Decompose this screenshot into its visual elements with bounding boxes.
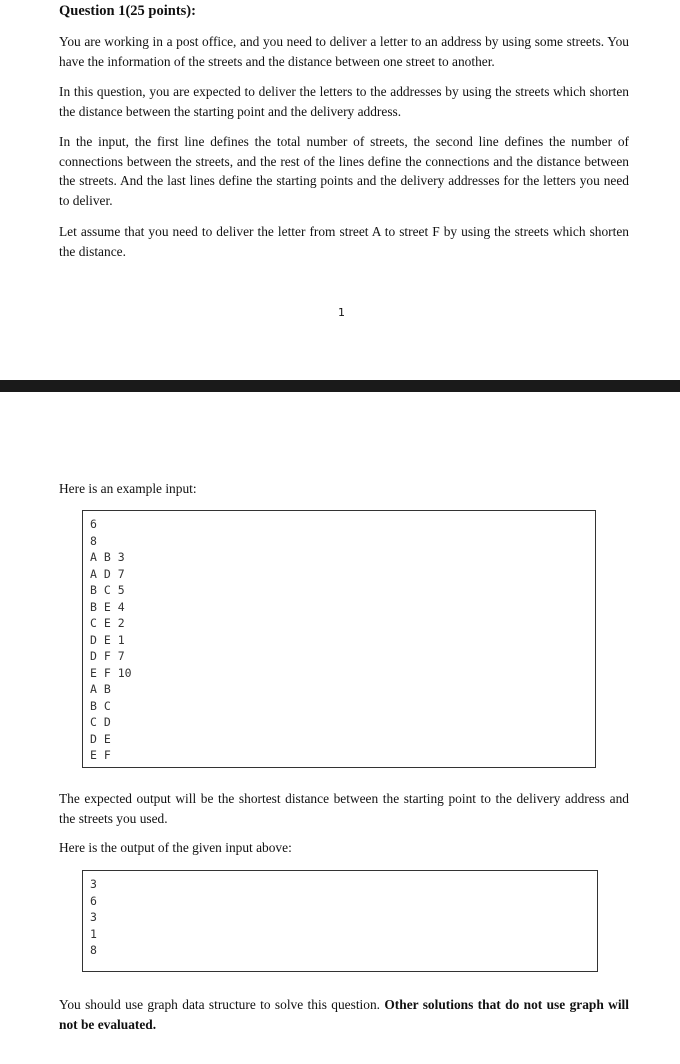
final-note	[59, 995, 629, 1034]
page-number: 1	[338, 306, 345, 319]
code-line: C E 2	[90, 616, 125, 630]
code-line: E F 10	[90, 665, 132, 680]
code-line: B C	[90, 698, 111, 713]
code-line: A D 7	[90, 566, 125, 581]
output-intro: Here is the output of the given input above:	[59, 840, 292, 855]
code-line: 6	[90, 893, 97, 908]
code-line: C D	[90, 715, 111, 729]
example-input-box	[82, 510, 596, 768]
code-line: 8	[90, 533, 97, 548]
final-note-warning: Other solutions that do not use graph will not be evaluated.	[59, 997, 629, 1032]
example-output-box	[82, 870, 598, 972]
task-paragraph: In this question, you are expected to deliver the letters to the addresses by using the streets which shorten the distance between the starting point and the delivery address.	[59, 84, 629, 119]
code-line: 6	[90, 517, 97, 531]
code-line: D E 1	[90, 632, 125, 647]
code-line: 3	[90, 910, 97, 924]
question-title: Question 1(25 points):	[59, 3, 196, 19]
code-line: 8	[90, 943, 97, 957]
code-line: 1	[90, 926, 97, 941]
code-line: 3	[90, 877, 97, 891]
code-line: A B 3	[90, 550, 125, 564]
expected-output-paragraph: The expected output will be the shortest distance between the starting point to the delivery address and the streets you used.	[59, 791, 629, 826]
code-line: A B	[90, 682, 111, 696]
code-line: E F	[90, 748, 111, 762]
code-line: D F 7	[90, 649, 125, 663]
example-input-intro: Here is an example input:	[59, 481, 197, 496]
final-note-text: You should use graph data structure to solve this question.	[59, 997, 385, 1012]
intro-paragraph: You are working in a post office, and you need to deliver a letter to an address by using some streets. You have the information of the streets and the distance between one street to another.	[59, 34, 629, 69]
code-line: B C 5	[90, 583, 125, 597]
code-line: D E	[90, 731, 111, 746]
page-separator	[0, 380, 680, 392]
input-format-paragraph: In the input, the first line defines the total number of streets, the second line defines the number of connections between the streets, and the rest of the lines define the connections and the distance between the streets. And the last lines define the starting points and the delivery addresses for the letters you need to deliver.	[59, 134, 629, 208]
code-line: B E 4	[90, 599, 125, 614]
example-assumption-paragraph: Let assume that you need to deliver the letter from street A to street F by using the streets which shorten the distance.	[59, 224, 629, 259]
document-page-1	[0, 0, 680, 380]
